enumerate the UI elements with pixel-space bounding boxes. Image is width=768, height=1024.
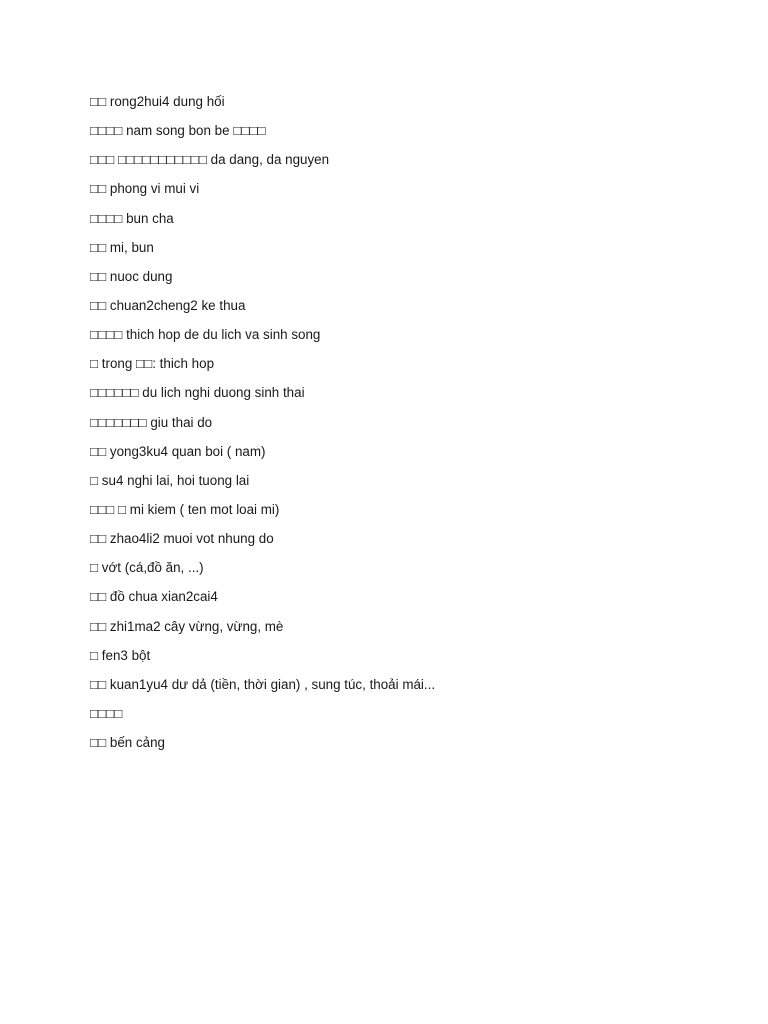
vocab-line: □□□□ thich hop de du lich va sinh song <box>90 327 321 343</box>
vocab-line: □□□□ nam song bon be □□□□ <box>90 123 266 139</box>
vocab-line: □□□□□□□ giu thai do <box>90 414 213 430</box>
vocab-line: □□ chuan2cheng2 ke thua <box>90 297 246 313</box>
vocab-line: □□ yong3ku4 quan boi ( nam) <box>90 443 266 459</box>
vocab-line: □ trong □□: thich hop <box>90 356 215 372</box>
vocab-line: □□ rong2hui4 dung hối <box>90 94 225 109</box>
vocab-line: □□ zhao4li2 muoi vot nhung do <box>90 531 274 547</box>
vocab-line: □□□□□□ du lich nghi duong sinh thai <box>90 385 305 401</box>
vocab-line: □□□ □□□□□□□□□□□ da dang, da nguyen <box>90 152 330 168</box>
vocab-line: □□ bến cảng <box>90 735 165 751</box>
vocab-line: □□ phong vi mui vi <box>90 181 200 197</box>
vocab-line: □□ nuoc dung <box>90 268 173 284</box>
vocab-line: □□ zhi1ma2 cây vừng, vừng, mè <box>90 618 284 634</box>
vocab-line: □□□□ <box>90 705 123 721</box>
vocab-line: □ fen3 bột <box>90 647 151 663</box>
vocab-line: □□□□ bun cha <box>90 210 174 226</box>
vocabulary-list <box>90 90 730 760</box>
vocab-line: □□ đồ chua xian2cai4 <box>90 589 218 605</box>
vocab-line: □ vớt (cá,đồ ăn, ...) <box>90 560 204 576</box>
vocab-line: □□ kuan1yu4 dư dả (tiền, thời gian) , sung túc, thoải mái... <box>90 676 436 692</box>
vocab-line: □□□ □ mi kiem ( ten mot loai mi) <box>90 501 280 517</box>
vocab-line: □□ mi, bun <box>90 239 154 255</box>
vocab-line: □ su4 nghi lai, hoi tuong lai <box>90 472 250 488</box>
